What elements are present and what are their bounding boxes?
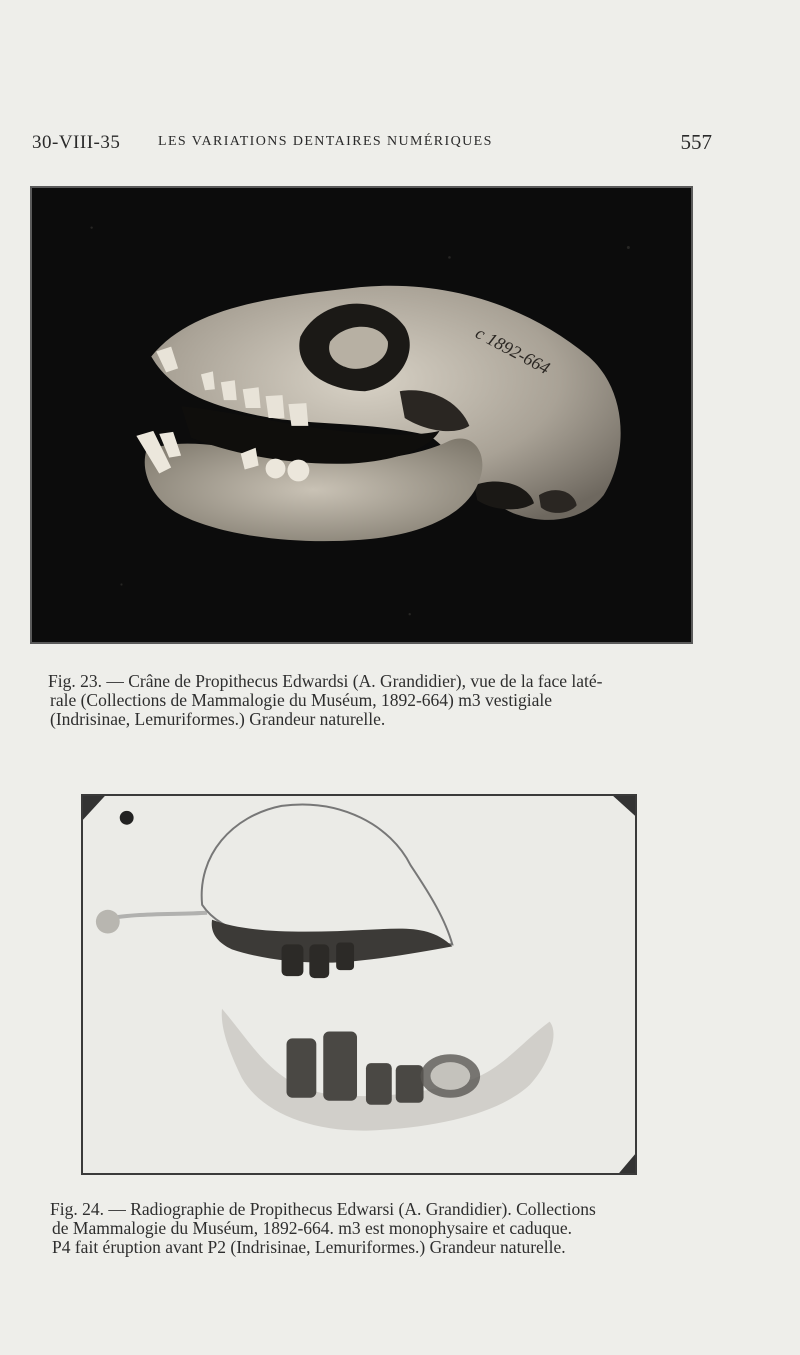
radiograph-illustration — [83, 796, 635, 1173]
page-number: 557 — [680, 130, 712, 154]
figure-24-caption-line: de Mammalogie du Muséum, 1892-664. m3 est monophysaire et caduque. — [52, 1218, 573, 1238]
figure-23-caption-line: Fig. 23. — Crâne de Propithecus Edwardsi (A. Grandidier), vue de la face laté- — [48, 671, 603, 691]
running-head — [32, 130, 712, 156]
skull-photo-illustration — [32, 188, 691, 642]
figure-23-caption — [48, 672, 710, 729]
figure-24-caption — [50, 1200, 710, 1257]
figure-24-caption-line: P4 fait éruption avant P2 (Indrisinae, Lemuriformes.) Grandeur naturelle. — [52, 1237, 566, 1257]
figure-24-radiograph — [81, 794, 637, 1175]
figure-24-caption-line: Fig. 24. — Radiographie de Propithecus Edwarsi (A. Grandidier). Collections — [50, 1199, 596, 1219]
running-head-date: 30-VIII-35 — [32, 132, 121, 153]
figure-23-photo — [30, 186, 693, 644]
running-head-title: LES VARIATIONS DENTAIRES NUMÉRIQUES — [158, 134, 493, 149]
specimen-inscription: c 1892-664 — [472, 322, 554, 379]
figure-23-caption-line: rale (Collections de Mammalogie du Muséum, 1892-664) m3 vestigiale — [50, 690, 553, 710]
marker-dot-icon — [120, 811, 134, 825]
figure-23-caption-line: (Indrisinae, Lemuriformes.) Grandeur naturelle. — [50, 709, 386, 729]
